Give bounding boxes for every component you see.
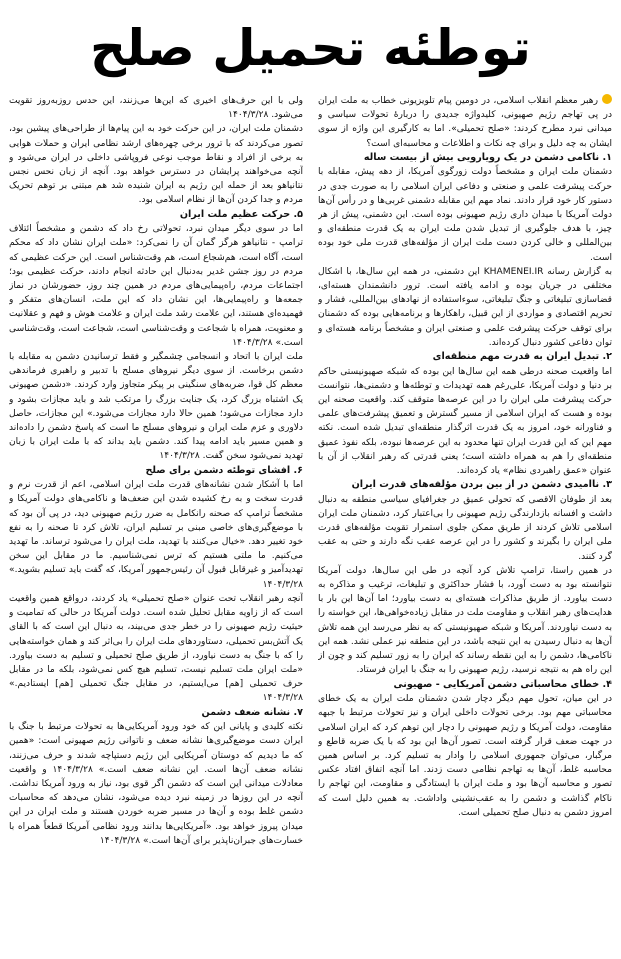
section-heading: ۲. تبدیل ایران به قدرت مهم منطقه‌ای xyxy=(432,351,612,363)
headline: توطئه تحمیل صلح xyxy=(90,19,531,77)
bullet-dot-icon xyxy=(602,94,612,104)
column-right xyxy=(318,94,612,939)
paragraph: اما با آشکار شدن نشانه‌های قدرت ملت ایران اسلامی، اعم از قدرت نرم و قدرت سخت و به رخ کشیده شدن این ضعف‌ها و ناکامی‌های دولت آمریکا و مشخصاً ترامپ که صحنه رانکامل به ضرر رژیم صهیونی دید، در پی آن بود که با موضع‌گیری‌های خاصی مبنی بر تسلیم ایران، تلاش کرد تا صحنه را به نفع خود تغییر دهد. «خیال می‌کنند با تهدید، ملت ایران را می‌شود ترساند. ما تهدید می‌کنیم. ما ملتی هستیم که ترس نمی‌شناسیم. ما در مقابل این سخن تهدیدآمیز و غیرقابل قبول آن رئیس‌جمهور آمریکا، که گفت باید تسلیم بشوید.» ۱۴۰۴/۳/۲۸ xyxy=(9,480,303,590)
paragraph: دشمنان ملت ایران و مشخصاً دولت زورگوی آمریکا، از دهه پیش، مقابله با حرکت پیشرفت علمی و صنعتی و دفاعی ایران اسلامی را به صورت جدی در دستور کار خود قرار دادند. نماد مهم این مقابله دشمنی غربی‌ها و در رأس آن‌ها دولت آمریکا با میدان داری رژیم صهیونی بوده است. این دشمنی، پیش از هر چیز، با هدف جلوگیری از تبدیل شدن ملت ایران به یک قدرت منطقه‌ای و بین‌المللی و خالی کردن دست ملت ایران از مؤلفه‌های قدرت ملی خود بوده است. xyxy=(318,167,612,263)
column-left xyxy=(9,94,303,939)
lead-text: رهبر معظم انقلاب اسلامی، در دومین پیام تلویزیونی خطاب به ملت ایران در پی تهاجم رژیم صهیونی، کلیدواژه جدیدی را دربارهٔ تحولات سیاسی و میدانی نبرد مطرح کردند: «صلح تحمیلی». اما به کارگیری این واژه از سوی ایشان به چه دلیل و برای چه نکات و اطلاعات و محاسبه‌ای است؟ xyxy=(318,96,612,149)
paragraph: دشمنان ملت ایران، در این حرکت خود به این پیام‌ها از طراحی‌های پیشین بود، تصور می‌کردند که با ترور برخی چهره‌های ارشد نظامی ایران و حملات هوایی به برخی از افراد و نقاط موجب نوعی فروپاشی داخلی در ایران می‌شود و آنچه می‌خواهند پرایشان در دسترس خواهد بود. آنچه از زبان نحس نجس نتانیاهو بعد از حمله این رژیم به ایران شنیده شد هم مبتنی بر توهم تحریک مردم و جدا کردن آن‌ها از نظام اسلامی بود. xyxy=(9,124,303,206)
paragraph: به گزارش رسانه KHAMENEI.IR این دشمنی، در همه این سال‌ها، با اشکال مختلفی در جریان بوده و ادامه یافته است. ترور دانشمندان هسته‌ای، قضاسازی تبلیغاتی و جنگ تبلیغاتی، سوءاستفاده از نهادهای بین‌المللی، فشار و تحریم اقتصادی و مواردی از این قبیل، راهکارها و برنامه‌هایی بوده که دشمنان برای توقف حرکت پیشرفت علمی و صنعتی ایران و مشخصاً برنامه هسته‌ای و توان دفاعی کشور دنبال کرده‌اند. xyxy=(318,266,612,348)
paragraph: اما واقعیت صحنه درطی همه این سال‌ها این بوده که شبکه صهیونیستی حاکم بر دنیا و دولت آمریکا، علی‌رغم همه تهدیدات و توطئه‌ها و دشمنی‌ها، نتوانست حرکت پیشرفت ملی ایران را در این عرصه‌ها متوقف کند. واقعیت صحنه این بوده و هست که ایران اسلامی از مسیر گسترش و تعمیق پیشرفت‌های علمی و فناورانه خود، امروز به یک قدرت اثرگذار منطقه‌ای تبدیل شده است. نکته مهم این که این قدرت ایران تنها محدود به این عرصه‌ها نبوده، بلکه نفوذ عمیق منطقه‌ای را هم به همراه داشته است؛ یعنی قدرتی که رهبر انقلاب از آن با عنوان «عمق راهبردی نظام» یاد کرده‌اند. xyxy=(318,366,612,477)
paragraph: نکته کلیدی و پایانی این که خود ورود آمریکایی‌ها به تحولات مرتبط با جنگ با ایران دست موضع‌گیری‌ها نشانه ضعف و ناتوانی رژیم صهیونی است: «همین که ما دیدیم که دوستان آمریکایی این رژیم دستپاچه شدند و حرف می‌زنند، نشانه ضعف آن‌ها است. این نشانه ضعف است.» ۱۴۰۴/۳/۲۸ و واقعیت معادلات میدانی این است که دشمن اگر قوی بود، نیاز به ورود آمریکا نداشت. آنچه در این روزها در زمینه نبرد دیده می‌شود، نشان می‌دهد که محاسبات دشمن غلط بوده و آن‌ها در مسیر ضربه خوردن هستند و ملت ایران در این میدان پیروز خواهد بود. «آمریکایی‌ها بدانند ورود نظامی آمریکا قطعاً همراه با خسارت‌های جبران‌ناپذیر برای آن‌ها است.» ۱۴۰۴/۳/۲۸ xyxy=(9,722,303,846)
paragraph: در این میان، تحول مهم دیگر دچار شدن دشمنان ملت ایران به یک خطای محاسباتی مهم بود. برخی تحولات داخلی ایران و نیز تحولات مرتبط با جبهه مقاومت، دولت آمریکا و رژیم صهیونی را دچار این توهم کرد که ایران اسلامی در جهت ضعف قرار گرفته است. تصور آن‌ها این بود که با یک ضربه قاطع و مرگبار، می‌توان جمهوری اسلامی را وادار به تسلیم کرد. بر اساس همین محاسبه غلط، آن‌ها به تهاجم نظامی دست زدند. اما آنچه اتفاق افتاد عکس تصور و محاسبه آن‌ها بود و ملت ایران با ایستادگی و مقاومت، این تهاجم را ناکام گذاشت و دشمن را به عقب‌نشینی واداشت. به همین دلیل است که امروز دشمن به دنبال صلح تحمیلی است. xyxy=(318,694,612,818)
section-heading: ۵. حرکت عظیم ملت ایران xyxy=(179,208,303,220)
paragraph xyxy=(318,94,612,151)
paragraph: ملت ایران با اتحاد و انسجامی چشمگیر و فقط ترسانیدن دشمن به مقابله با دشمن برخاست. از سوی دیگر نیروهای مسلح با تدبیر و راهبری فرماندهی معظم کل قوا، ضربه‌های سنگینی بر پیکر متجاوز وارد کردند. «دشمن صهیونی یک اشتباه بزرگ کرد، یک جنایت بزرگ را مرتکب شد و باید مجازات بشود و دارد مجازات می‌شود؛ همین حالا دارد مجازات می‌شود.» این مجازات، حاصل دلاوری و عزم ملت ایران و نیروهای مسلح ما است که پاسخ دشمن را داده‌اند و همین مسیر باید ادامه پیدا کند. دشمن باید بداند که با ملت ایران با زبان تهدید نمی‌شود سخن گفت. ۱۴۰۴/۳/۲۸ xyxy=(9,352,303,462)
newspaper-page xyxy=(0,16,621,959)
paragraph: اما در سوی دیگر میدان نبرد، تحولاتی رخ داد که دشمن و مشخصاً ائتلاف ترامپ - نتانیاهو هرگز گمان آن را نمی‌کرد: «ملت ایران نشان داد که محکم است، آگاه است، هم‌شجاع است، هم وقت‌شناس است. این حرکت عظیمی که مردم در روز جشن غدیر به‌دنبال این حادثه انجام دادند، حرکت عظیمی بود؛ اجتماعات مردم، راه‌پیمایی‌های مردم در همین چند روز، حضورشان در نماز جمعه‌ها و راه‌پیمایی‌ها، این نشان داد که این ملت، انسان‌های متفکر و فهمیده‌ای هستند، این علامت رشد ملت ایران و علامت هوش و فهم و عقلانیت و معنویت، همراه با شجاعت و وقت‌شناسی است، شجاعت است، وقت‌شناسی است.» ۱۴۰۴/۳/۲۸ xyxy=(9,224,303,348)
paragraph: بعد از طوفان الاقصی که تحولی عمیق در جغرافیای سیاسی منطقه به دنبال داشت و افسانه بازدارندگی رژیم صهیونی را بی‌اعتبار کرد، دشمنان ملت ایران اسلامی تلاش کردند از طریق ممکن جلوی استمرار تقویت مؤلفه‌های قدرت ملی ایران را بگیرند و کشور را در این عرصه عقب نگه دارند و حتی به عقب گرد کنند. xyxy=(318,494,612,562)
paragraph: ولی با این حرف‌های اخیری که این‌ها می‌زنند، این حدس روزبه‌روز تقویت می‌شود. ۱۴۰۴/۳/۲۸ xyxy=(9,96,303,121)
section-heading: ۱. ناکامی دشمن در یک رویارویی بیش از بیست ساله xyxy=(363,151,612,163)
section-heading: ۳. ناامیدی دشمن در از بین بردن مؤلفه‌های قدرت ایران xyxy=(351,479,612,491)
section-heading: ۷. نشانه ضعف دشمن xyxy=(201,706,303,718)
section-heading: ۶. افشای توطئه دشمن برای صلح xyxy=(145,464,303,476)
section-heading: ۴. خطای محاسباتی دشمن آمریکایی - صهیونی xyxy=(393,678,612,690)
paragraph: در همین راستا، ترامپ تلاش کرد آنچه در طی این سال‌ها، دولت آمریکا نتوانسته بود به دست آورد، با فشار حداکثری و تبلیغات، ترغیب و مذاکره به دست بیاورد. از طریق مذاکرات هسته‌ای به دست بیاورد؛ اما آن‌ها این بار با هدایت‌های رهبر انقلاب و مقاومت ملت در مقابل زیاده‌خواهی‌ها، این خواسته را به دست نیاوردند. آمریکا و شبکه صهیونیستی که به نظر می‌رسد این همه تلاش آن‌ها به دنبال رسیدن به این نتیجه باشد، در این منطقه نیز عملی نشد. همه این ناکامی‌ها، دشمن را به این نقطه رساند که ایران را به زور تسلیم کند و چون از این راه هم به نتیجه نرسید، رژیم صهیونی را به جنگ با ایران فرستاد. xyxy=(318,565,612,676)
paragraph: آنچه رهبر انقلاب تحت عنوان «صلح تحمیلی» یاد کردند، درواقع همین واقعیت است که از زاویه مقابل تحلیل شده است. دولت آمریکا در حالی که تمامیت و حیثیت رژیم صهیونی را در خطر جدی می‌بیند، به دنبال این است که با القای یک آتش‌بس تحمیلی، دستاوردهای ملت ایران را بی‌اثر کند و همان خواسته‌هایی را که با جنگ به دست نیاورد، از طریق صلح تحمیلی و تسلیم به دست بیاورد. «ملت ایران ملت تسلیم نیست، تسلیم هیچ کس نمی‌شود، بلکه ما در مقابل حرف تحمیلی [هم] می‌ایستیم، در مقابل جنگ تحمیلی [هم] ایستادیم.» ۱۴۰۴/۳/۲۸ xyxy=(9,593,303,704)
columns xyxy=(9,94,612,939)
